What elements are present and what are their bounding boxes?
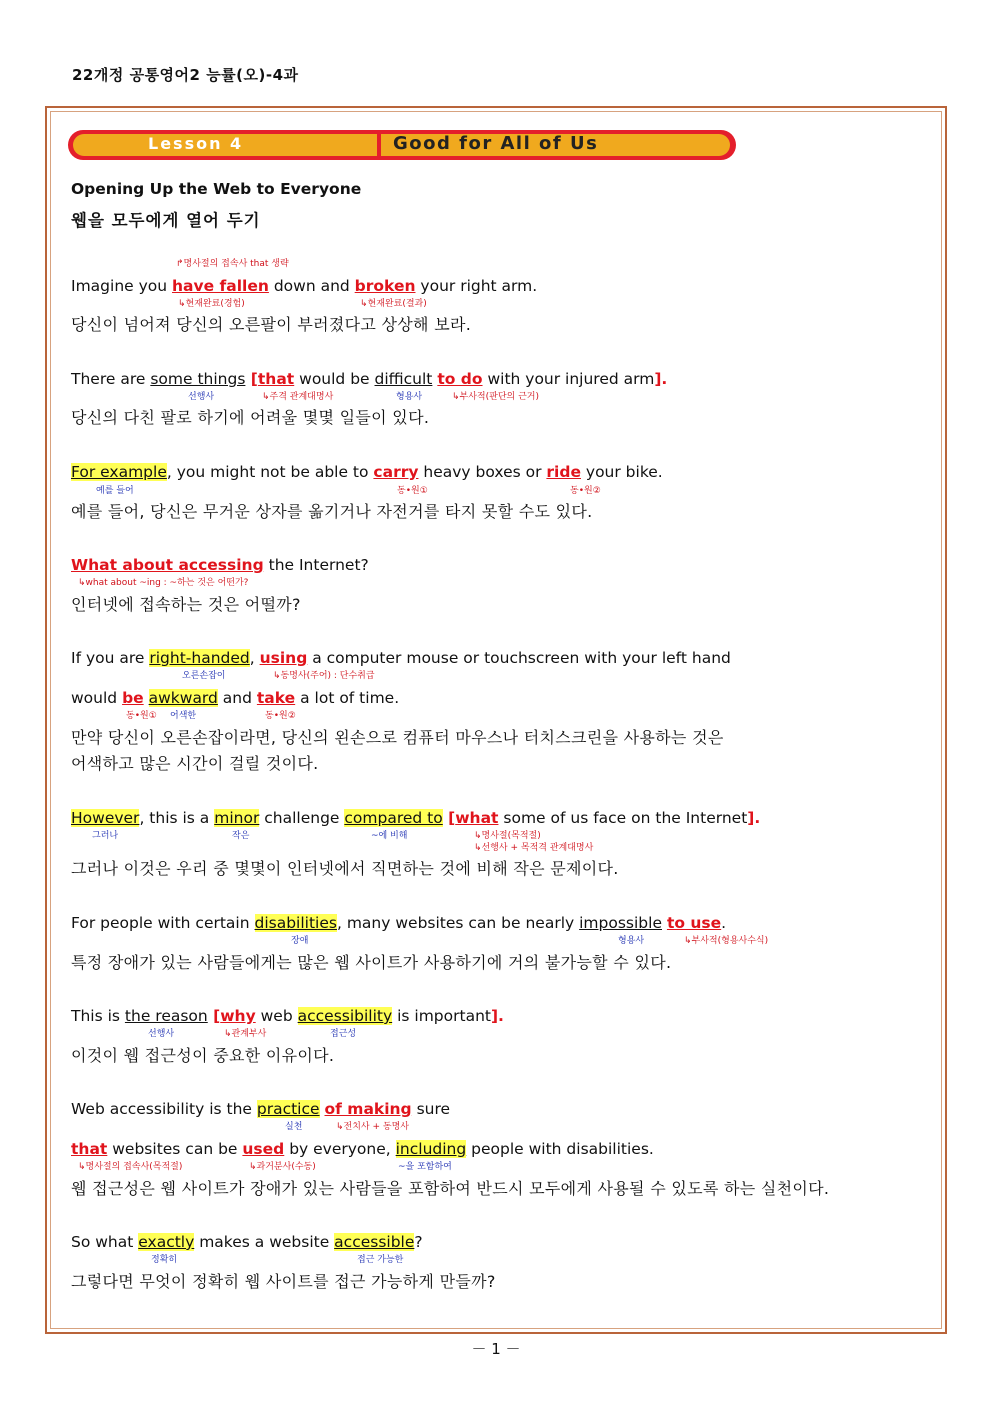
text: Imagine you	[71, 277, 173, 295]
sentence-8	[71, 1006, 504, 1026]
annotation: ↳주격 관계대명사	[262, 392, 334, 402]
annotation: 선행사	[148, 1029, 175, 1039]
bracket: [	[442, 809, 456, 827]
underlined-phrase: difficult	[374, 370, 433, 388]
translation-7: 특정 장애가 있는 사람들에게는 많은 웹 사이트가 사용하기에 거의 불가능할 수 있다.	[71, 953, 672, 972]
translation-9: 웹 접근성은 웹 사이트가 장애가 있는 사람들을 포함하여 반드시 모두에게 사용될 수 있도록 하는 실천이다.	[71, 1179, 830, 1198]
key-phrase: have fallen	[172, 277, 269, 295]
sentence-10	[71, 1232, 423, 1252]
key-phrase: be	[122, 689, 144, 707]
annotation: ↳선행사 + 목적격 관계대명사	[474, 843, 594, 853]
text: makes a website	[194, 1233, 335, 1251]
highlighted-phrase: including	[395, 1140, 467, 1158]
highlighted-phrase: accessible	[334, 1233, 415, 1251]
page-number: － 1 －	[471, 1340, 521, 1358]
annotation: 오른손잡이	[182, 671, 226, 681]
key-phrase: using	[259, 649, 308, 667]
bracket: ].	[747, 809, 761, 827]
annotation: ~에 비해	[371, 831, 408, 841]
highlighted-phrase: minor	[214, 809, 260, 827]
annotation: 정확히	[151, 1255, 178, 1265]
text: some of us face on the Internet	[498, 809, 748, 827]
text: websites can be	[107, 1140, 243, 1158]
bracket: [	[207, 1007, 221, 1025]
key-phrase: broken	[354, 277, 416, 295]
key-phrase: why	[220, 1007, 256, 1025]
underlined-phrase: some things	[150, 370, 246, 388]
sentence-5-line-2	[71, 688, 399, 708]
annotation: 예를 들어	[96, 486, 134, 496]
sentence-6	[71, 808, 760, 828]
text: people with disabilities.	[466, 1140, 654, 1158]
text: Web accessibility is the	[71, 1100, 257, 1118]
key-phrase: that	[71, 1140, 108, 1158]
text: heavy boxes or	[418, 463, 547, 481]
sentence-7	[71, 913, 726, 933]
key-phrase: what	[455, 809, 499, 827]
text: This is	[71, 1007, 125, 1025]
underlined-phrase: the reason	[124, 1007, 208, 1025]
text: would	[71, 689, 123, 707]
key-phrase: ride	[546, 463, 581, 481]
key-phrase: to use	[666, 914, 722, 932]
passage-title-en: Opening Up the Web to Everyone	[71, 180, 362, 198]
text: the Internet?	[263, 556, 369, 574]
text: So what	[71, 1233, 139, 1251]
annotation: 형용사	[618, 936, 645, 946]
text: There are	[71, 370, 151, 388]
annotation: 형용사	[396, 392, 423, 402]
annotation: 장애	[291, 936, 309, 946]
annotation: 작은	[232, 831, 250, 841]
highlighted-phrase: For example	[71, 463, 167, 481]
sentence-3	[71, 462, 663, 482]
sentence-2	[71, 369, 667, 389]
annotation: 동•원①	[397, 486, 428, 496]
annotation: ↳관계부사	[224, 1029, 267, 1039]
text: would be	[294, 370, 375, 388]
lesson-label: Lesson 4	[148, 134, 244, 153]
text: a computer mouse or touchscreen with your left hand	[307, 649, 731, 667]
text: down and	[268, 277, 355, 295]
text: .	[721, 914, 727, 932]
text: ,	[249, 649, 260, 667]
annotation: 동•원①	[126, 711, 157, 721]
sentence-9-line-2	[71, 1139, 654, 1159]
text: is important	[392, 1007, 491, 1025]
bracket: ].	[490, 1007, 504, 1025]
text: with your injured arm	[482, 370, 655, 388]
translation-3: 예를 들어, 당신은 무거운 상자를 옮기거나 자전거를 타지 못할 수도 있다.	[71, 502, 593, 521]
text: ?	[414, 1233, 423, 1251]
text: and	[217, 689, 257, 707]
annotation: ↱명사절의 접속사 that 생략	[176, 259, 289, 269]
annotation: ↳명사절의 접속사(목적절)	[78, 1162, 183, 1172]
sentence-5-line-1	[71, 648, 731, 668]
translation-1: 당신이 넘어져 당신의 오른팔이 부러졌다고 상상해 보라.	[71, 315, 472, 334]
highlighted-phrase: right-handed	[149, 649, 250, 667]
translation-5-line-1: 만약 당신이 오른손잡이라면, 당신의 왼손으로 컴퓨터 마우스나 터치스크린을 사용하는 것은	[71, 728, 724, 747]
text: a lot of time.	[295, 689, 400, 707]
text: your bike.	[580, 463, 663, 481]
key-phrase: What about accessing	[71, 556, 264, 574]
highlighted-phrase: However	[71, 809, 140, 827]
translation-5-line-2: 어색하고 많은 시간이 걸릴 것이다.	[71, 754, 319, 773]
annotation: ↳현재완료(경험)	[178, 299, 245, 309]
translation-2: 당신의 다친 팔로 하기에 어려울 몇몇 일들이 있다.	[71, 408, 430, 427]
translation-8: 이것이 웹 접근성이 중요한 이유이다.	[71, 1046, 335, 1065]
text: , many websites can be nearly	[336, 914, 580, 932]
highlighted-phrase: disabilities	[254, 914, 337, 932]
annotation: 어색한	[170, 711, 197, 721]
annotation: 그러나	[92, 831, 119, 841]
text: , this is a	[139, 809, 215, 827]
highlighted-phrase: accessibility	[297, 1007, 393, 1025]
annotation: 동•원②	[265, 711, 296, 721]
text: challenge	[259, 809, 345, 827]
annotation: 접근 가능한	[357, 1255, 404, 1265]
annotation: 접근성	[330, 1029, 357, 1039]
bracket: [	[245, 370, 258, 388]
text	[144, 689, 149, 707]
highlighted-phrase: awkward	[148, 689, 218, 707]
text: If you are	[71, 649, 150, 667]
annotation: ↳현재완료(결과)	[360, 299, 427, 309]
annotation: ↳과거분사(수동)	[249, 1162, 316, 1172]
annotation: ~을 포함하여	[398, 1162, 452, 1172]
key-phrase: that	[257, 370, 295, 388]
translation-10: 그렇다면 무엇이 정확히 웹 사이트를 접근 가능하게 만들까?	[71, 1272, 496, 1291]
highlighted-phrase: exactly	[138, 1233, 195, 1251]
sentence-4	[71, 555, 369, 575]
text: For people with certain	[71, 914, 255, 932]
annotation: ↳명사절(목적절)	[474, 831, 541, 841]
text: by everyone,	[284, 1140, 396, 1158]
text: , you might not be able to	[166, 463, 374, 481]
highlighted-phrase: compared to	[344, 809, 443, 827]
key-phrase: take	[256, 689, 296, 707]
key-phrase: of making	[324, 1100, 412, 1118]
sentence-9-line-1	[71, 1099, 450, 1119]
annotation: ↳전치사 + 동명사	[336, 1122, 409, 1132]
annotation: ↳부사적(판단의 근거)	[452, 392, 539, 402]
key-phrase: used	[242, 1140, 285, 1158]
underlined-phrase: impossible	[579, 914, 662, 932]
annotation: 실천	[285, 1122, 303, 1132]
text: your right arm.	[415, 277, 538, 295]
highlighted-phrase: practice	[256, 1100, 320, 1118]
annotation: ↳부사적(형용사수식)	[684, 936, 769, 946]
translation-6: 그러나 이것은 우리 중 몇몇이 인터넷에서 직면하는 것에 비해 작은 문제이다.	[71, 859, 619, 878]
passage-title-ko: 웹을 모두에게 열어 두기	[71, 211, 261, 230]
document-header: 22개정 공통영어2 능률(오)-4과	[72, 66, 299, 84]
annotation: 동•원②	[570, 486, 601, 496]
key-phrase: to do	[437, 370, 483, 388]
translation-4: 인터넷에 접속하는 것은 어떨까?	[71, 595, 301, 614]
lesson-banner	[68, 130, 738, 162]
annotation: 선행사	[188, 392, 215, 402]
annotation: ↳동명사(주어) : 단수취급	[273, 671, 375, 681]
sentence-1	[71, 276, 537, 296]
text: sure	[411, 1100, 451, 1118]
bracket: ].	[654, 370, 668, 388]
key-phrase: carry	[373, 463, 419, 481]
lesson-title: Good for All of Us	[393, 133, 599, 154]
text: web	[255, 1007, 298, 1025]
annotation: ↳what about ~ing : ~하는 것은 어떤가?	[78, 578, 249, 588]
